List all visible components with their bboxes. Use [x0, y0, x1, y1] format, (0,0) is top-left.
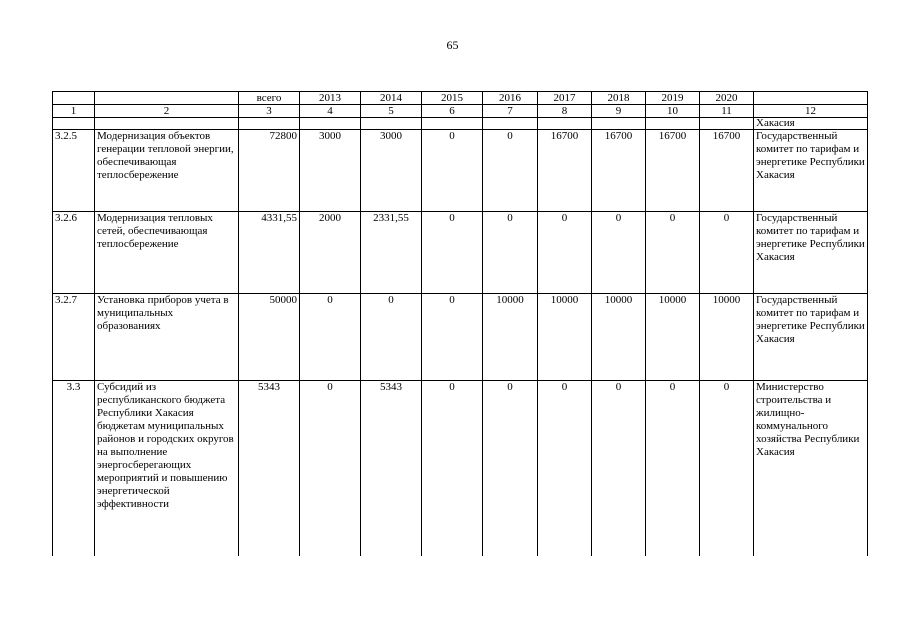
row-year-value: 0 [700, 381, 754, 557]
row-year-value: 10000 [538, 294, 592, 381]
row-year-value: 0 [483, 212, 538, 294]
row-year-value: 0 [538, 212, 592, 294]
column-number: 11 [700, 105, 754, 118]
row-year-value: 0 [300, 381, 361, 557]
row-year-value: 3000 [361, 130, 422, 212]
row-total: 4331,55 [239, 212, 300, 294]
column-number: 2 [95, 105, 239, 118]
empty-cell [592, 118, 646, 130]
row-code: 3.2.7 [53, 294, 95, 381]
row-year-value: 0 [422, 130, 483, 212]
row-year-value: 0 [361, 294, 422, 381]
page-number: 65 [446, 38, 459, 52]
row-responsible: Государственный комитет по тарифам и энергетике Республики Хакасия [754, 212, 868, 294]
header-cell-total: всего [239, 92, 300, 105]
row-year-value: 0 [422, 381, 483, 557]
column-number: 12 [754, 105, 868, 118]
row-year-value: 0 [538, 381, 592, 557]
row-year-value: 5343 [361, 381, 422, 557]
row-responsible: Государственный комитет по тарифам и энергетике Республики Хакасия [754, 294, 868, 381]
header-cell-year: 2013 [300, 92, 361, 105]
row-year-value: 0 [483, 130, 538, 212]
empty-cell [646, 118, 700, 130]
column-number: 9 [592, 105, 646, 118]
row-responsible: Государственный комитет по тарифам и энергетике Республики Хакасия [754, 130, 868, 212]
row-year-value: 0 [300, 294, 361, 381]
header-cell-code [53, 92, 95, 105]
row-year-value: 2000 [300, 212, 361, 294]
row-year-value: 10000 [700, 294, 754, 381]
empty-cell [95, 118, 239, 130]
row-total: 5343 [239, 381, 300, 557]
column-number: 5 [361, 105, 422, 118]
row-year-value: 10000 [646, 294, 700, 381]
row-name: Установка приборов учета в муниципальных образованиях [95, 294, 239, 381]
empty-cell [53, 118, 95, 130]
row-year-value: 2331,55 [361, 212, 422, 294]
row-name: Модернизация объектов генерации тепловой энергии, обеспечивающая теплосбережение [95, 130, 239, 212]
row-code: 3.2.5 [53, 130, 95, 212]
row-code: 3.2.6 [53, 212, 95, 294]
row-year-value: 0 [592, 381, 646, 557]
table-header-row [53, 92, 868, 105]
program-table [52, 91, 868, 556]
header-cell-year: 2015 [422, 92, 483, 105]
empty-cell [538, 118, 592, 130]
column-number: 4 [300, 105, 361, 118]
continuation-row [53, 118, 868, 130]
row-year-value: 0 [700, 212, 754, 294]
table-row [53, 381, 868, 557]
empty-cell [483, 118, 538, 130]
row-total: 72800 [239, 130, 300, 212]
row-year-value: 0 [646, 212, 700, 294]
continuation-text: Хакасия [754, 118, 868, 130]
row-year-value: 10000 [483, 294, 538, 381]
column-numbers-row [53, 105, 868, 118]
header-cell-year: 2017 [538, 92, 592, 105]
column-number: 6 [422, 105, 483, 118]
header-cell-year: 2018 [592, 92, 646, 105]
column-number: 1 [53, 105, 95, 118]
row-year-value: 0 [422, 294, 483, 381]
header-cell-year: 2016 [483, 92, 538, 105]
table-row [53, 294, 868, 381]
header-cell-name [95, 92, 239, 105]
empty-cell [700, 118, 754, 130]
row-year-value: 0 [483, 381, 538, 557]
header-cell-year: 2014 [361, 92, 422, 105]
row-year-value: 16700 [646, 130, 700, 212]
row-year-value: 16700 [592, 130, 646, 212]
row-year-value: 3000 [300, 130, 361, 212]
row-responsible: Министерство строительства и жилищно-коммунального хозяйства Республики Хакасия [754, 381, 868, 557]
table-row [53, 212, 868, 294]
row-code: 3.3 [53, 381, 95, 557]
empty-cell [300, 118, 361, 130]
column-number: 3 [239, 105, 300, 118]
header-cell-responsible [754, 92, 868, 105]
header-cell-year: 2020 [700, 92, 754, 105]
row-total: 50000 [239, 294, 300, 381]
header-cell-year: 2019 [646, 92, 700, 105]
column-number: 7 [483, 105, 538, 118]
row-year-value: 0 [646, 381, 700, 557]
table-row [53, 130, 868, 212]
row-year-value: 16700 [538, 130, 592, 212]
column-number: 10 [646, 105, 700, 118]
row-name: Субсидий из республиканского бюджета Республики Хакасия бюджетам муниципальных районов и городских округов на выполнение энергосберегающих мероприятий и повышению энергетической эффективности [95, 381, 239, 557]
row-name: Модернизация тепловых сетей, обеспечивающая теплосбережение [95, 212, 239, 294]
row-year-value: 0 [592, 212, 646, 294]
row-year-value: 0 [422, 212, 483, 294]
empty-cell [239, 118, 300, 130]
row-year-value: 16700 [700, 130, 754, 212]
empty-cell [361, 118, 422, 130]
column-number: 8 [538, 105, 592, 118]
row-year-value: 10000 [592, 294, 646, 381]
empty-cell [422, 118, 483, 130]
